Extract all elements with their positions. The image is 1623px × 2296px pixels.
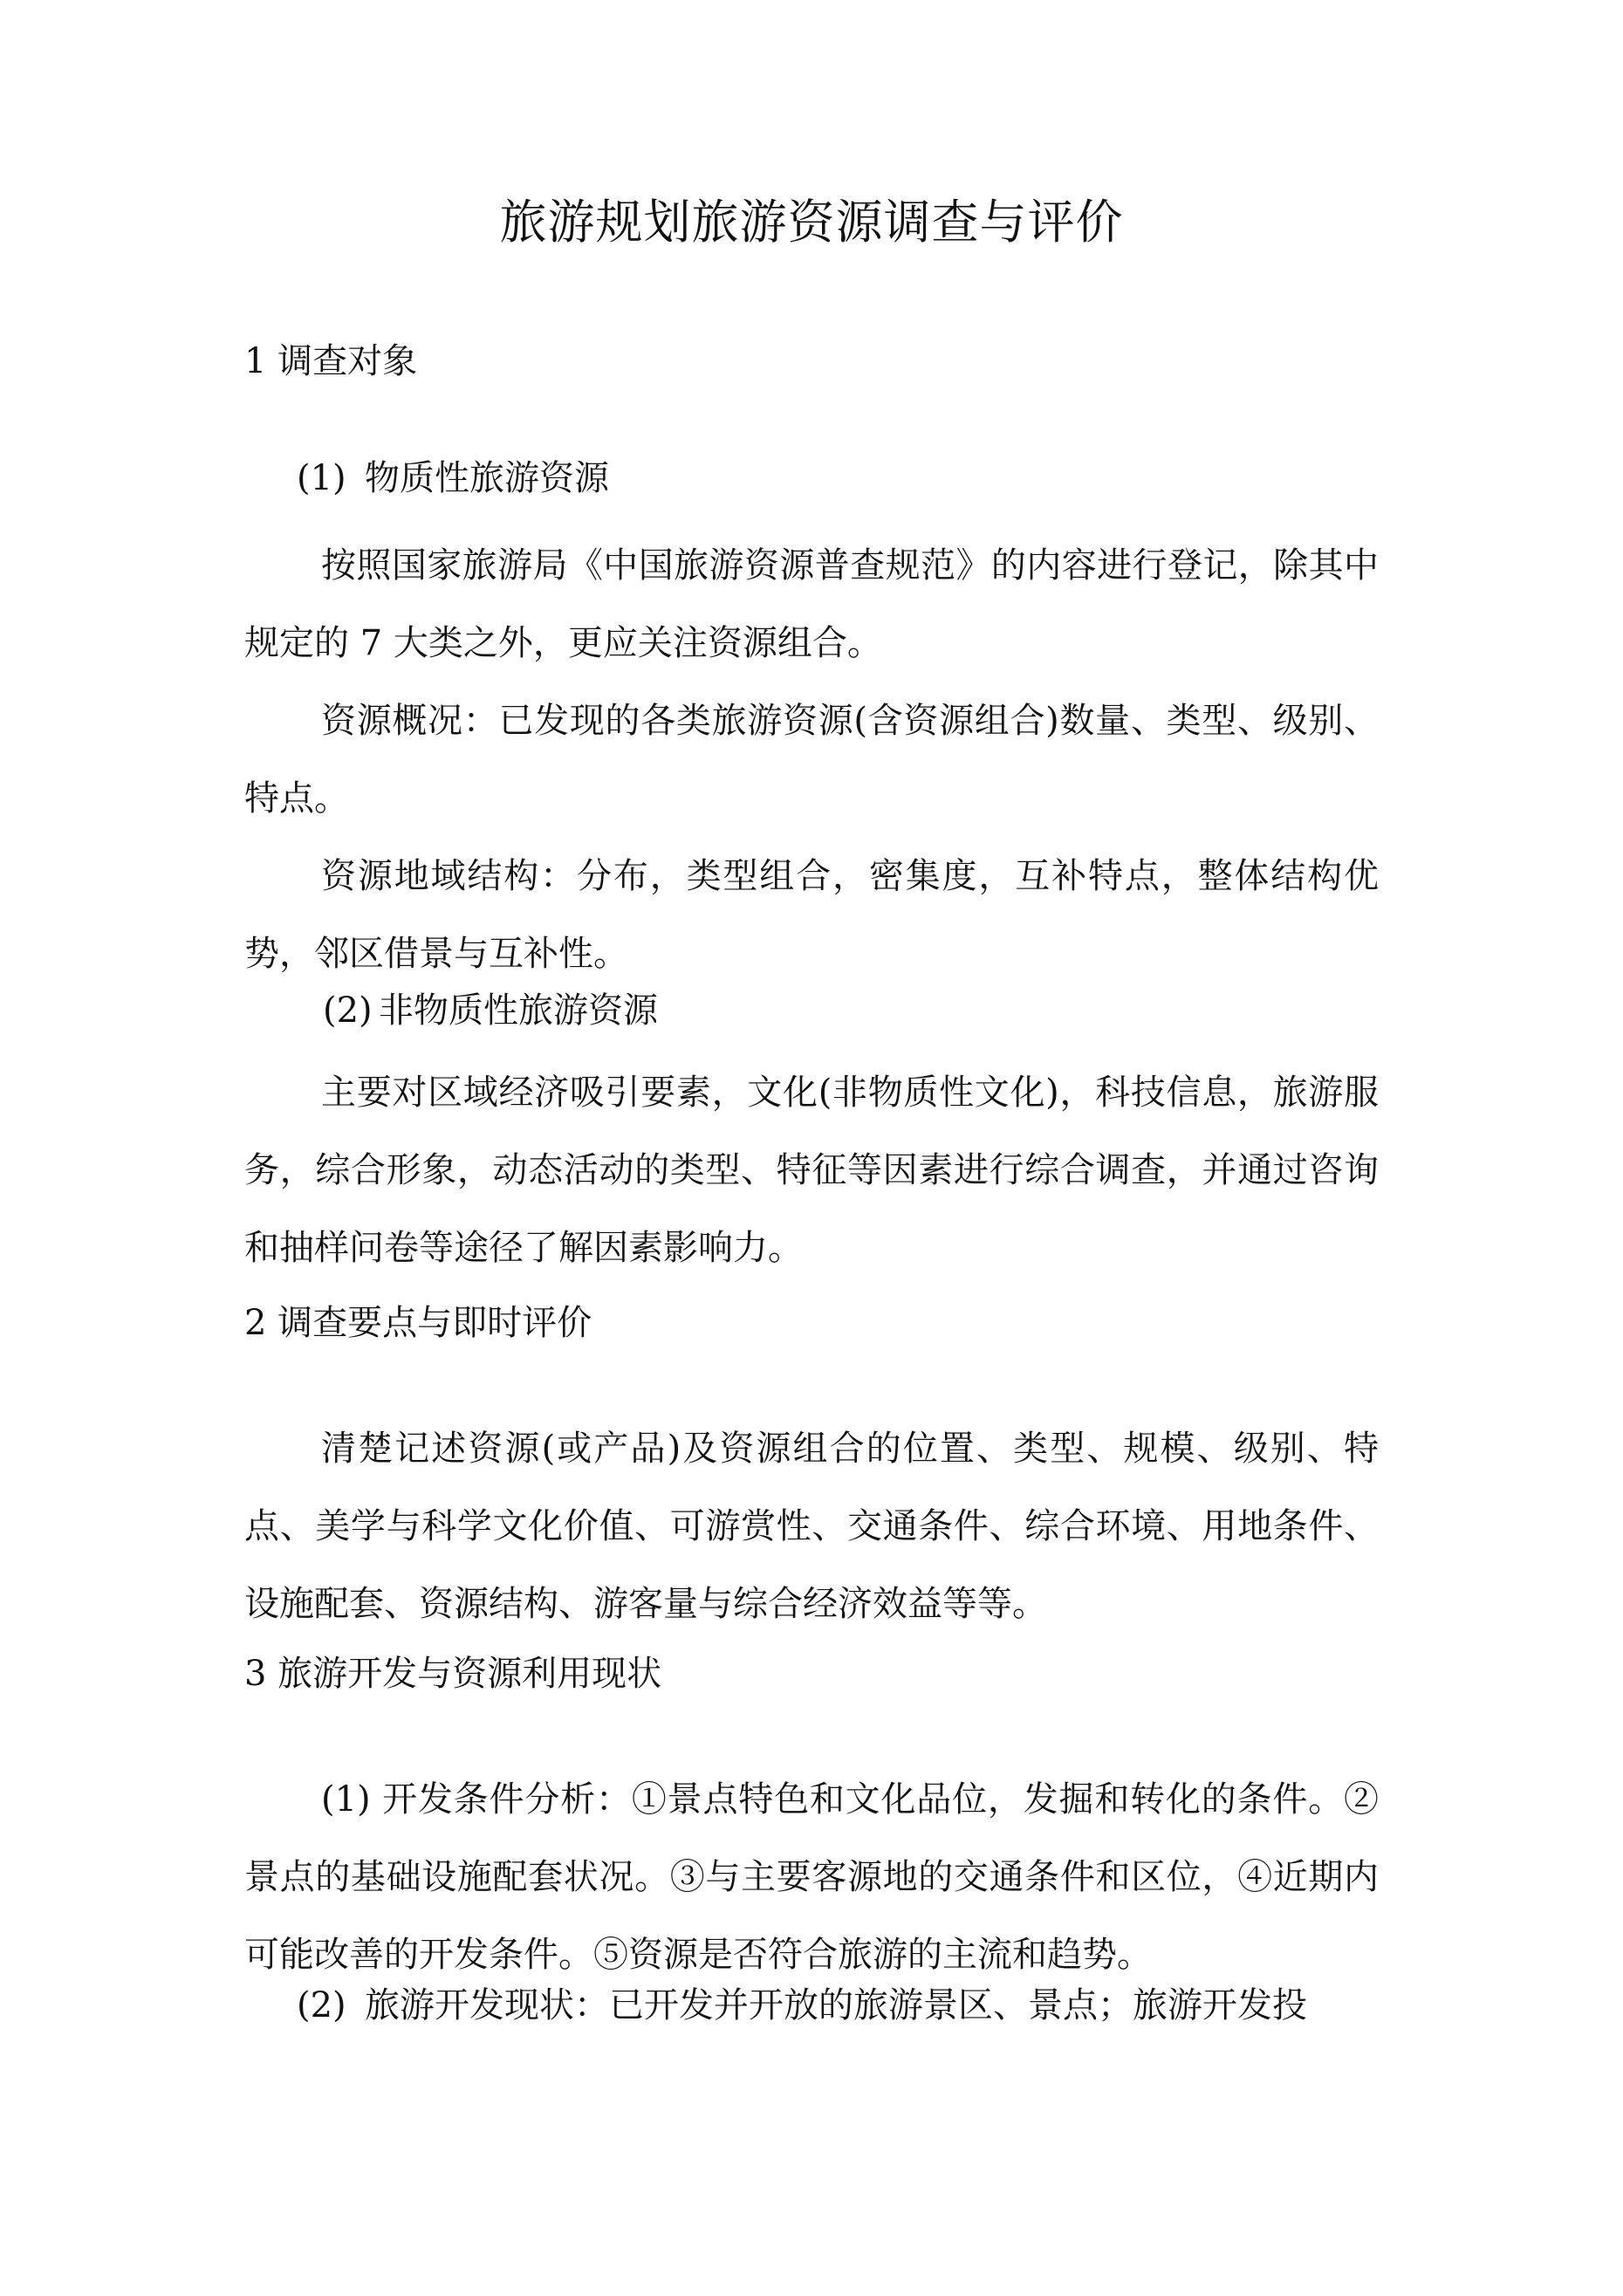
section-3-heading: 3 旅游开发与资源利用现状 <box>244 1654 662 1694</box>
section-3-paragraph-1: (1) 开发条件分析：①景点特色和文化品位，发掘和转化的条件。②景点的基础设施配套状况。③与主要客源地的交通条件和区位，④近期内可能改善的开发条件。⑤资源是否符合旅游的主流和趋势。 <box>244 1779 1379 1975</box>
section-1-subheading-1 <box>297 456 1431 501</box>
section-1-paragraph-2: 资源概况：已发现的各类旅游资源(含资源组合)数量、类型、级别、特点。 <box>244 701 1379 819</box>
subheading-label: 旅游开发现状：已开发并开放的旅游景区、景点；旅游开发投 <box>365 1985 1307 2025</box>
subheading-number: (1) <box>297 458 346 498</box>
section-1-heading: 1 调查对象 <box>244 341 418 381</box>
subheading-label: 物质性旅游资源 <box>365 458 609 498</box>
section-1-paragraph-4: 主要对区域经济吸引要素，文化(非物质性文化)，科技信息，旅游服务，综合形象，动态活动的类型、特征等因素进行综合调查，并通过咨询和抽样问卷等途径了解因素影响力。 <box>244 1073 1379 1268</box>
document-title: 旅游规划旅游资源调查与评价 <box>499 195 1124 250</box>
subheading-number: (2) <box>323 990 373 1031</box>
section-2-heading: 2 调查要点与即时评价 <box>244 1303 592 1343</box>
section-3-subheading-2 <box>297 1983 1431 2028</box>
section-1-paragraph-3: 资源地域结构：分布，类型组合，密集度，互补特点，整体结构优势，邻区借景与互补性。 <box>244 856 1379 974</box>
section-2-paragraph-1: 清楚记述资源(或产品)及资源组合的位置、类型、规模、级别、特点、美学与科学文化价值、可游赏性、交通条件、综合环境、用地条件、设施配套、资源结构、游客量与综合经济效益等等。 <box>244 1429 1379 1624</box>
section-1-subheading-2 <box>323 988 1457 1033</box>
subheading-number: (2) <box>297 1985 346 2025</box>
section-1-paragraph-1: 按照国家旅游局《中国旅游资源普查规范》的内容进行登记，除其中规定的 7 大类之外，更应关注资源组合。 <box>244 545 1379 663</box>
subheading-label: 非物质性旅游资源 <box>379 990 658 1031</box>
